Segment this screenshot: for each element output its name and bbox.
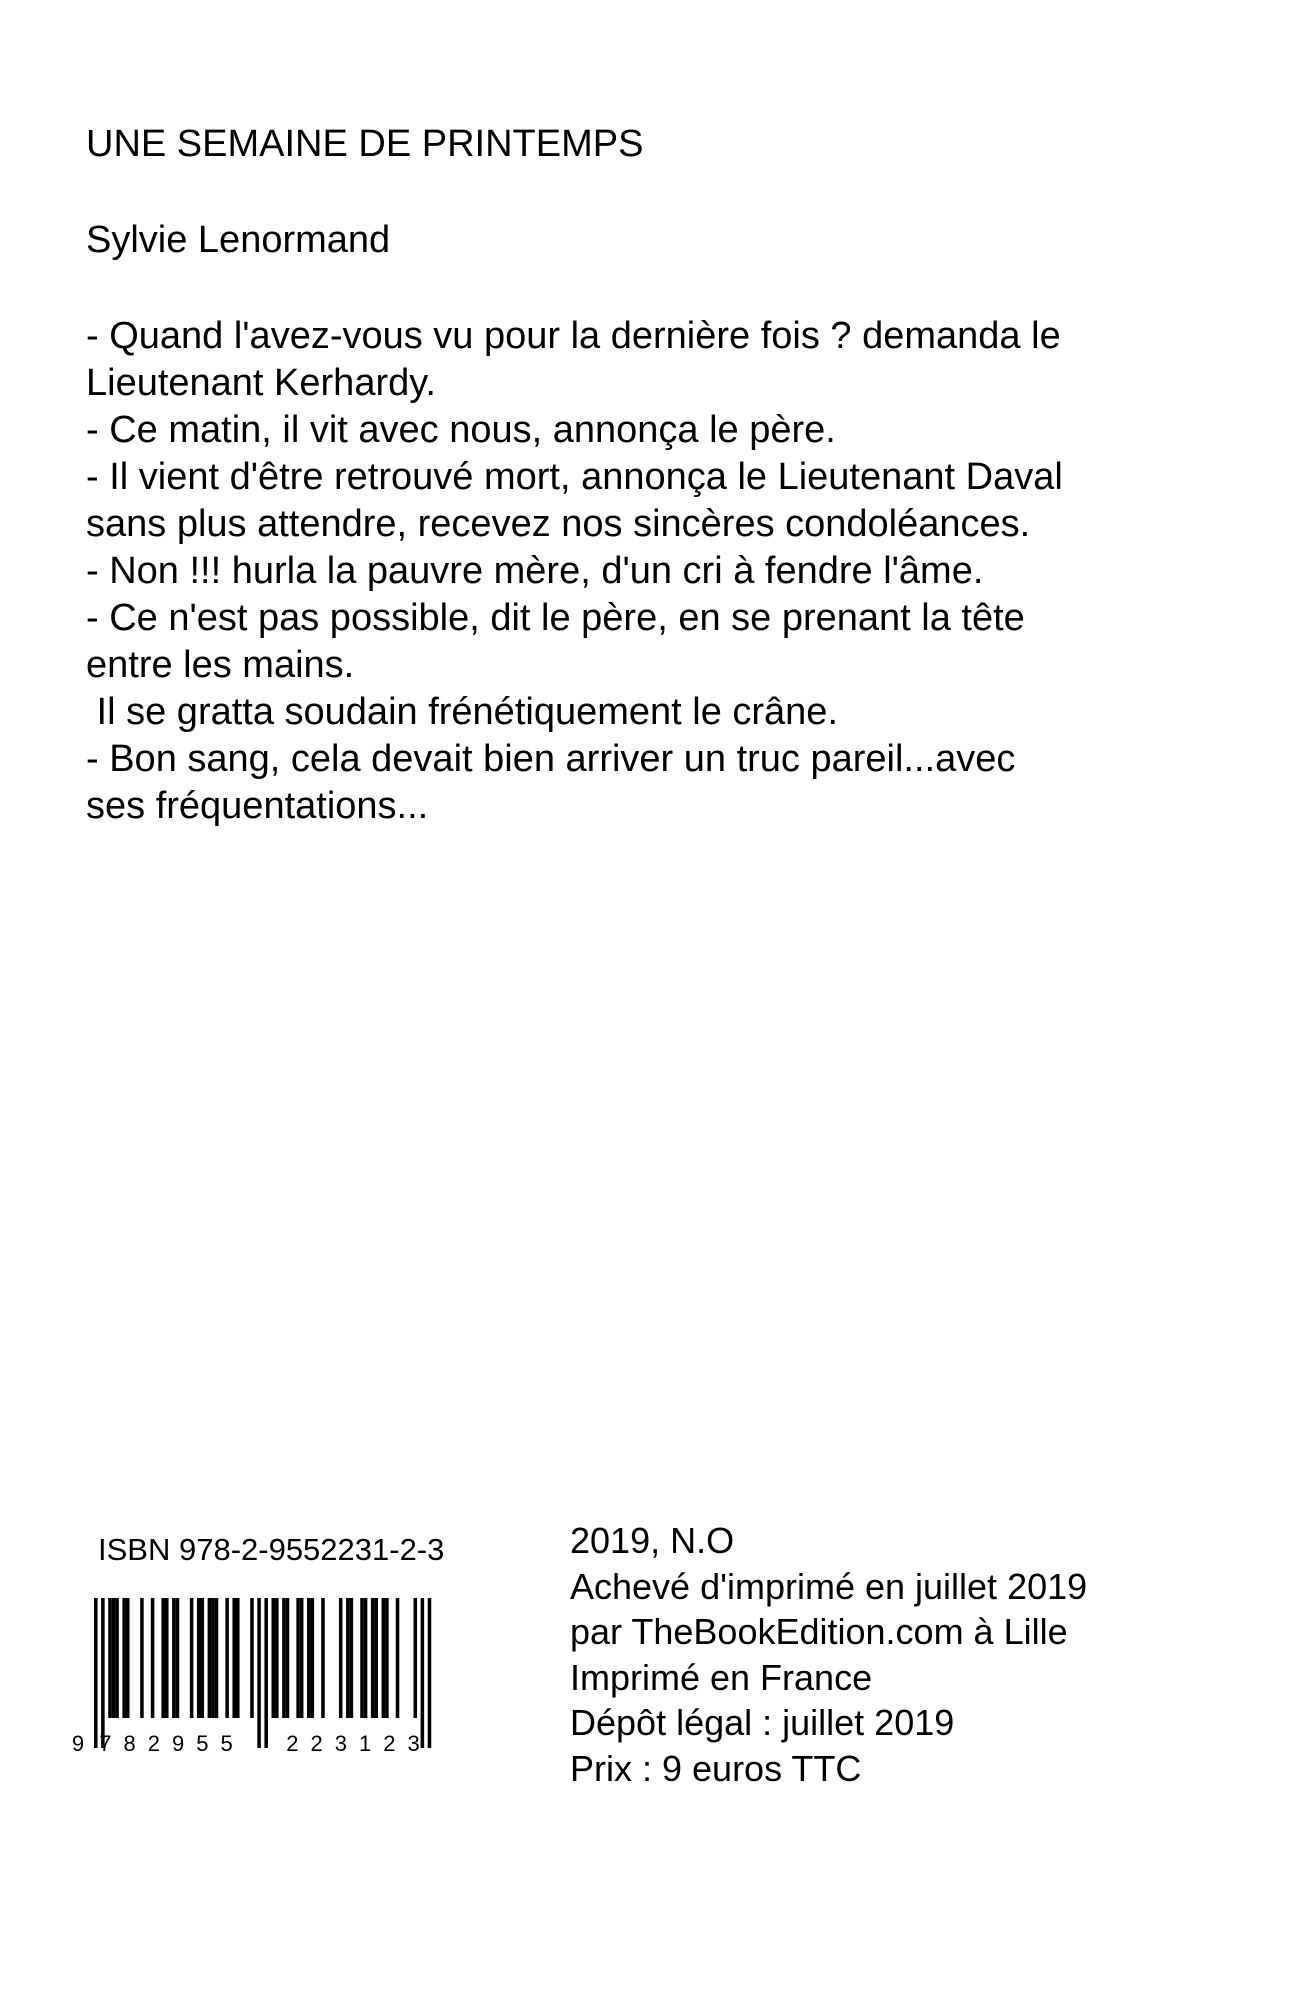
barcode-guard-bar [94, 1598, 98, 1748]
barcode-bar [232, 1598, 236, 1718]
barcode-bar [275, 1598, 279, 1718]
colophon-printer: par TheBookEdition.com à Lille [570, 1611, 1068, 1652]
barcode-bar [201, 1598, 205, 1718]
colophon-year-publisher: 2019, N.O [570, 1520, 735, 1561]
excerpt-line: Il se gratta soudain frénétiquement le crâne. [86, 691, 839, 733]
isbn-label: ISBN 978-2-9552231-2-3 [98, 1532, 445, 1567]
barcode-bar [296, 1598, 300, 1718]
excerpt-line: Lieutenant Kerhardy. [86, 362, 436, 404]
barcode-guard-bar [257, 1598, 261, 1748]
barcode-bar [126, 1598, 130, 1718]
excerpt-line: - Bon sang, cela devait bien arriver un truc pareil...avec [86, 738, 1016, 780]
barcode-bar [151, 1598, 155, 1718]
barcode-bar [382, 1598, 386, 1718]
isbn-barcode [72, 1596, 472, 1754]
barcode-bar [300, 1598, 304, 1718]
barcode-bar [122, 1598, 126, 1718]
barcode-bar [215, 1598, 219, 1718]
barcode-bar [176, 1598, 180, 1718]
barcode-bar [140, 1598, 144, 1718]
colophon-legal-deposit: Dépôt légal : juillet 2019 [570, 1702, 955, 1743]
barcode-bar [307, 1598, 311, 1718]
barcode-bar [190, 1598, 194, 1718]
excerpt-text [86, 313, 1236, 830]
barcode-bar [197, 1598, 201, 1718]
excerpt-line: sans plus attendre, recevez nos sincères condoléances. [86, 503, 1031, 545]
barcode-bars [94, 1598, 431, 1748]
barcode-bar [282, 1598, 286, 1718]
barcode-bar [225, 1598, 229, 1718]
excerpt-line: ses fréquentations... [86, 785, 429, 827]
barcode-bar [371, 1598, 375, 1718]
book-title: UNE SEMAINE DE PRINTEMPS [86, 123, 644, 165]
barcode-left-digits: 782955 [99, 1731, 245, 1754]
barcode-bar [414, 1598, 418, 1718]
barcode-right-digits: 223123 [286, 1731, 432, 1754]
barcode-bar [272, 1598, 276, 1718]
colophon-country: Imprimé en France [570, 1656, 873, 1698]
book-author: Sylvie Lenormand [86, 219, 391, 261]
barcode-bar [364, 1598, 368, 1718]
barcode-guard-bar [428, 1598, 432, 1748]
colophon [570, 1518, 1087, 1791]
barcode-bar [112, 1598, 116, 1718]
colophon-printed: Achevé d'imprimé en juillet 2019 [570, 1565, 1088, 1607]
barcode-guard-bar [264, 1598, 268, 1748]
barcode-bar [211, 1598, 215, 1718]
excerpt-line: - Ce matin, il vit avec nous, annonça le père. [86, 409, 836, 451]
excerpt-line: - Il vient d'être retrouvé mort, annonça le Lieutenant Daval [86, 456, 1063, 498]
excerpt-line: - Quand l'avez-vous vu pour la dernière fois ? demanda le [86, 315, 1061, 357]
barcode-bar [311, 1598, 315, 1718]
barcode-bar [286, 1598, 290, 1718]
barcode-guard-bar [101, 1598, 105, 1748]
barcode-bar [321, 1598, 325, 1718]
barcode-bar [172, 1598, 176, 1718]
barcode-bar [385, 1598, 389, 1718]
barcode-guard-bar [421, 1598, 425, 1748]
barcode-bar [161, 1598, 165, 1718]
barcode-bar [165, 1598, 169, 1718]
barcode-bar [346, 1598, 350, 1718]
barcode-bar [108, 1598, 112, 1718]
barcode-bar [374, 1598, 378, 1718]
barcode-bar [339, 1598, 343, 1718]
barcode-bar [250, 1598, 254, 1718]
barcode-lead-digit: 9 [72, 1731, 85, 1754]
excerpt-line: entre les mains. [86, 644, 355, 686]
barcode-bar [350, 1598, 354, 1718]
colophon-price: Prix : 9 euros TTC [570, 1747, 862, 1789]
barcode-bar [236, 1598, 240, 1718]
excerpt-line: - Ce n'est pas possible, dit le père, en se prenant la tête [86, 597, 1025, 639]
excerpt-line: - Non !!! hurla la pauvre mère, d'un cri à fendre l'âme. [86, 550, 984, 592]
barcode-bar [115, 1598, 119, 1718]
barcode-bar [360, 1598, 364, 1718]
barcode-bar [208, 1598, 212, 1718]
barcode-bar [396, 1598, 400, 1718]
